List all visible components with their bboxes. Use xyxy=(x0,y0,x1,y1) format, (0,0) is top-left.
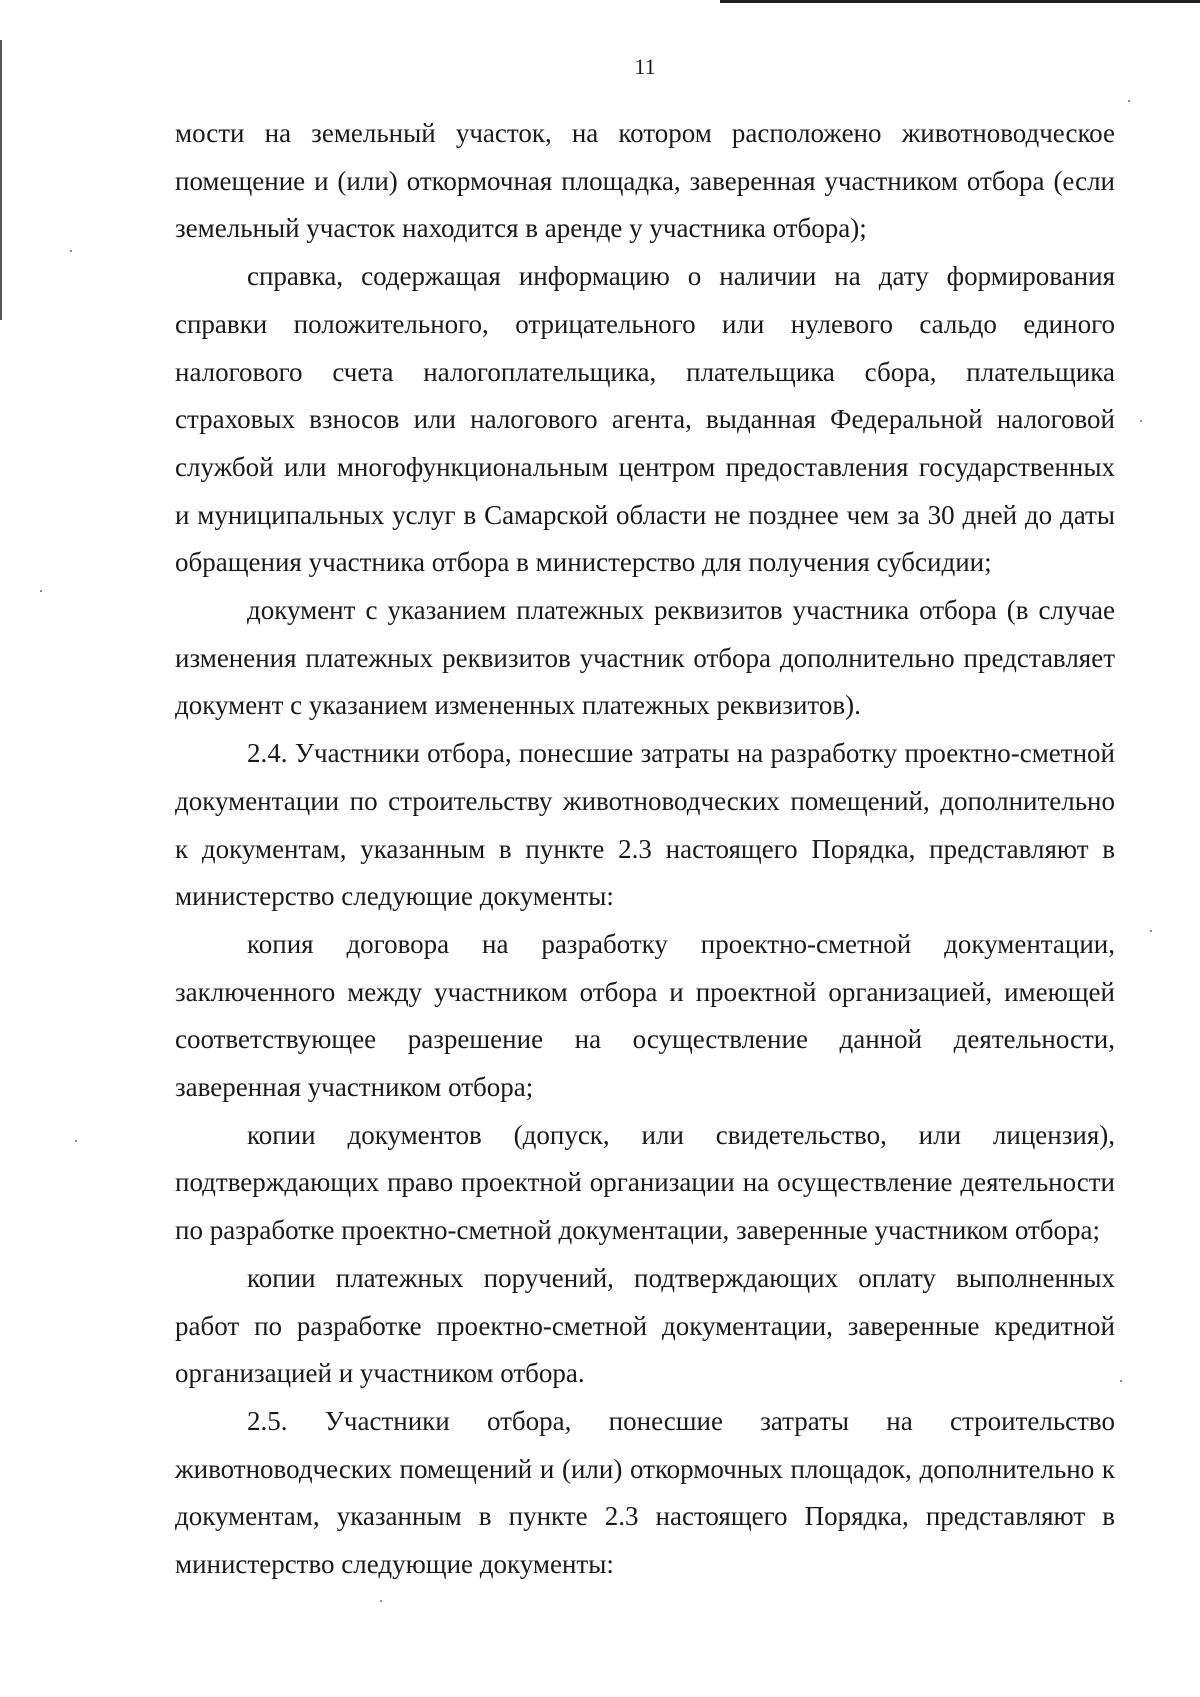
scan-speck xyxy=(1128,100,1130,102)
paragraph-tax-certificate: справка, содержащая информацию о наличии на дату формирования справки положительного, отрицательного или нулевого сальдо единого налогового счета налогоплательщика, плательщика сбора, плательщика страховых взносов или налогового агента, выданная Федеральной налоговой службой или многофункциональным центром предоставления государственных и муниципальных услуг в Самарской области не позднее чем за 30 дней до даты обращения участника отбора в министерство для получения субсидии; xyxy=(175,261,1115,578)
paragraph-continuation: мости на земельный участок, на котором расположено животноводческое помещение и (или) откормочная площадка, заверенная участником отбора (если земельный участок находится в аренде у участника отбора); xyxy=(175,118,1115,244)
scan-border-left xyxy=(0,40,2,320)
paragraph-payment-orders: копии платежных поручений, подтверждающих оплату выполненных работ по разработке проектно-сметной документации, заверенные кредитной организацией и участником отбора. xyxy=(175,1262,1115,1389)
paragraph-payment-details: документ с указанием платежных реквизитов участника отбора (в случае изменения платежных реквизитов участник отбора дополнительно представляет документ с указанием измененных платежных реквизитов). xyxy=(175,595,1115,721)
paragraph-section-2-4: 2.4. Участники отбора, понесшие затраты на разработку проектно-сметной документации по строительству животноводческих помещений, дополнительно к документам, указанным в пункте 2.3 настоящего Порядка, представляют в министерство следующие документы: xyxy=(175,738,1115,912)
paragraph-contract-copy: копия договора на разработку проектно-сметной документации, заключенного между участником отбора и проектной организацией, имеющей соответствующее разрешение на осуществление данной деятельности, заверенная участником отбора; xyxy=(175,928,1115,1103)
scan-speck xyxy=(40,590,42,592)
scan-speck xyxy=(1150,930,1152,932)
scan-speck xyxy=(1120,1380,1122,1382)
scan-speck xyxy=(1140,420,1142,422)
paragraph-section-2-5: 2.5. Участники отбора, понесшие затраты на строительство животноводческих помещений и (или) откормочных площадок, дополнительно к документам, указанным в пункте 2.3 настоящего Порядка, представляют в министерство следующие документы: xyxy=(175,1405,1115,1580)
document-body xyxy=(175,110,1115,1589)
scan-border-top xyxy=(720,0,1200,3)
paragraph-license-copies: копии документов (допуск, или свидетельство, или лицензия), подтверждающих право проектной организации на осуществление деятельности по разработке проектно-сметной документации, заверенные участником отбора; xyxy=(175,1119,1115,1246)
scan-speck xyxy=(380,1600,382,1602)
page-number: 11 xyxy=(634,54,656,79)
scan-speck xyxy=(75,1140,77,1142)
scan-speck xyxy=(70,250,72,252)
